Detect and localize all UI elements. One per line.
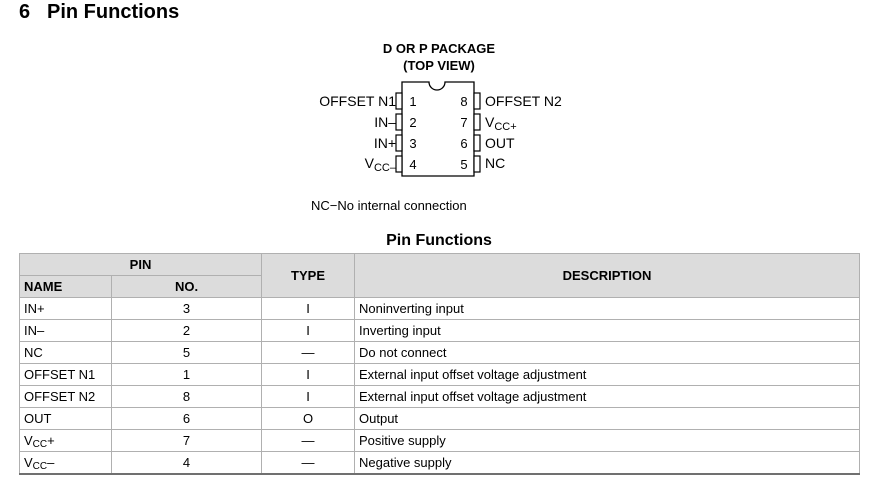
section-number: 6 <box>19 1 31 23</box>
cell-pin-description: Positive supply <box>355 430 860 452</box>
table-row <box>20 408 860 430</box>
table-title: Pin Functions <box>386 232 492 249</box>
pin-number-1: 1 <box>409 94 417 109</box>
cell-pin-number: 6 <box>112 408 262 430</box>
header-name: NAME <box>20 276 112 298</box>
pin-label-offset-n2: OFFSET N2 <box>485 93 562 109</box>
pin-stub-4 <box>396 156 402 172</box>
pin-label-in-plus: IN+ <box>373 135 396 151</box>
cell-pin-name: OFFSET N2 <box>20 386 112 408</box>
nc-footnote: NC−No internal connection <box>311 198 467 213</box>
cell-pin-description: External input offset voltage adjustment <box>355 386 860 408</box>
table-row <box>20 364 860 386</box>
cell-pin-description: Do not connect <box>355 342 860 364</box>
cell-pin-number: 7 <box>112 430 262 452</box>
table-row <box>20 452 860 475</box>
table-row <box>20 320 860 342</box>
pin-label-vcc-minus: $V_{CC-}$ <box>364 155 396 174</box>
pin-stub-1 <box>396 93 402 109</box>
header-pin: PIN <box>20 254 262 276</box>
cell-pin-name: OFFSET N1 <box>20 364 112 386</box>
cell-pin-type: — <box>262 452 355 475</box>
cell-pin-description: External input offset voltage adjustment <box>355 364 860 386</box>
pin-label-out: OUT <box>485 135 515 151</box>
cell-pin-description: Output <box>355 408 860 430</box>
cell-pin-number: 8 <box>112 386 262 408</box>
cell-pin-name: IN– <box>20 320 112 342</box>
cell-pin-description: Inverting input <box>355 320 860 342</box>
header-no: NO. <box>112 276 262 298</box>
pin-stub-6 <box>474 135 480 151</box>
cell-pin-number: 2 <box>112 320 262 342</box>
cell-pin-type: I <box>262 320 355 342</box>
cell-pin-name: $V_{CC}+$ <box>20 430 112 452</box>
cell-pin-number: 1 <box>112 364 262 386</box>
section-title: Pin Functions <box>47 1 180 23</box>
cell-pin-name: NC <box>20 342 112 364</box>
cell-pin-type: I <box>262 386 355 408</box>
pin-number-4: 4 <box>409 157 417 172</box>
pin-number-7: 7 <box>460 115 468 130</box>
table-row <box>20 386 860 408</box>
section-heading <box>19 0 179 24</box>
pin-number-6: 6 <box>460 136 468 151</box>
table-row <box>20 342 860 364</box>
pin-stub-3 <box>396 135 402 151</box>
pin-stub-8 <box>474 93 480 109</box>
pin-stub-2 <box>396 114 402 130</box>
table-row <box>20 430 860 452</box>
cell-pin-type: — <box>262 430 355 452</box>
pin-number-5: 5 <box>460 157 468 172</box>
cell-pin-type: — <box>262 342 355 364</box>
cell-pin-number: 5 <box>112 342 262 364</box>
pin-stub-5 <box>474 156 480 172</box>
pin-stub-7 <box>474 114 480 130</box>
cell-pin-type: O <box>262 408 355 430</box>
package-title: D OR P PACKAGE <box>382 41 496 56</box>
cell-pin-name: IN+ <box>20 298 112 320</box>
cell-pin-description: Negative supply <box>355 452 860 475</box>
pin-label-offset-n1: OFFSET N1 <box>319 93 396 109</box>
cell-pin-number: 3 <box>112 298 262 320</box>
cell-pin-name: OUT <box>20 408 112 430</box>
cell-pin-name: $V_{CC}-$ <box>20 452 112 475</box>
cell-pin-type: I <box>262 364 355 386</box>
table-row <box>20 298 860 320</box>
pin-number-3: 3 <box>409 136 417 151</box>
pin-functions-table <box>19 253 860 475</box>
cell-pin-description: Noninverting input <box>355 298 860 320</box>
cell-pin-number: 4 <box>112 452 262 475</box>
header-type: TYPE <box>262 254 355 298</box>
pin-label-in-minus: IN– <box>374 114 396 130</box>
pin-number-2: 2 <box>409 115 417 130</box>
cell-pin-type: I <box>262 298 355 320</box>
pin-label-nc: NC <box>485 155 506 171</box>
header-description: DESCRIPTION <box>355 254 860 298</box>
pin-label-vcc-plus: $V_{CC+}$ <box>485 114 517 133</box>
pin-number-8: 8 <box>460 94 468 109</box>
package-view-label: (TOP VIEW) <box>403 58 475 73</box>
